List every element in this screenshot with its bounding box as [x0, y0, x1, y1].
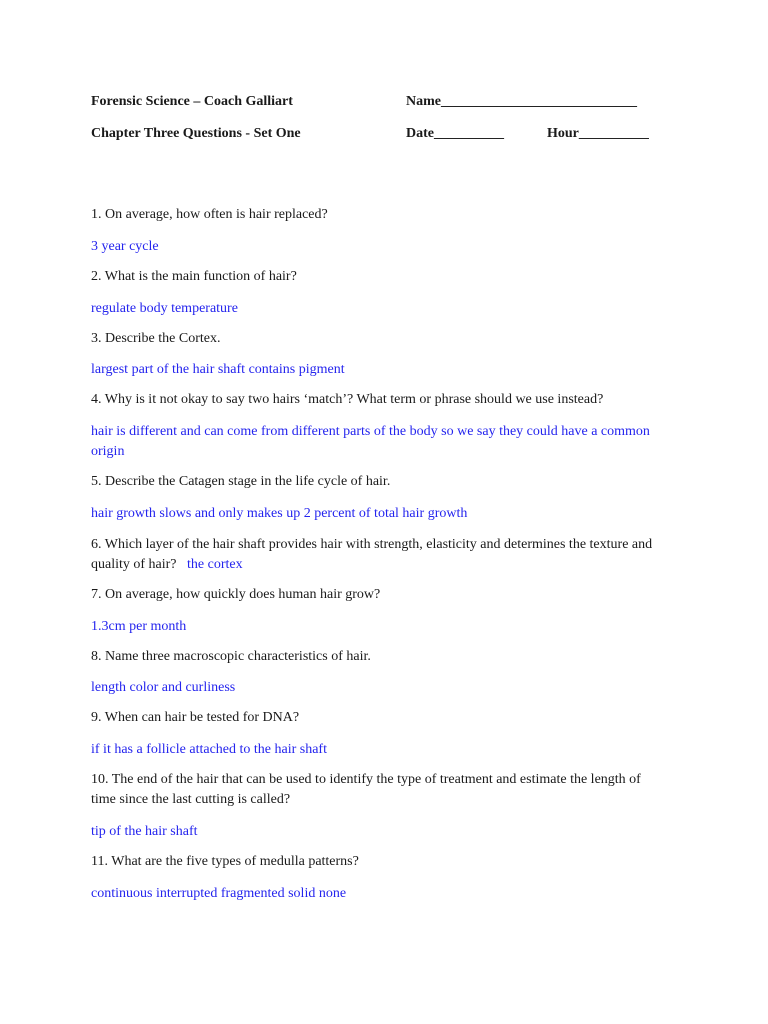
question-7: 7. On average, how quickly does human hair grow? — [91, 587, 381, 602]
question-6-text: 6. Which layer of the hair shaft provides hair with strength, elasticity and determines the texture and quality of hair? — [91, 537, 653, 572]
question-3: 3. Describe the Cortex. — [91, 331, 221, 346]
chapter-title: Chapter Three Questions - Set One — [91, 126, 301, 141]
date-field: Date__________ — [406, 126, 504, 141]
answer-1: 3 year cycle — [91, 239, 159, 254]
question-5: 5. Describe the Catagen stage in the life cycle of hair. — [91, 474, 391, 489]
question-8: 8. Name three macroscopic characteristics of hair. — [91, 649, 371, 664]
answer-8: length color and curliness — [91, 680, 236, 695]
answer-5: hair growth slows and only makes up 2 percent of total hair growth — [91, 506, 468, 521]
name-field: Name____________________________ — [406, 94, 637, 109]
question-6 — [91, 535, 656, 575]
answer-7: 1.3cm per month — [91, 619, 187, 634]
answer-10: tip of the hair shaft — [91, 824, 198, 839]
question-1: 1. On average, how often is hair replaced? — [91, 207, 328, 222]
answer-3: largest part of the hair shaft contains pigment — [91, 362, 345, 377]
question-11: 11. What are the five types of medulla patterns? — [91, 854, 359, 869]
question-10: 10. The end of the hair that can be used to identify the type of treatment and estimate the length of time since the last cutting is called? — [91, 772, 641, 807]
answer-9: if it has a follicle attached to the hair shaft — [91, 742, 327, 757]
question-2: 2. What is the main function of hair? — [91, 269, 297, 284]
answer-4: hair is different and can come from different parts of the body so we say they could have a common origin — [91, 424, 650, 459]
hour-field: Hour__________ — [547, 126, 649, 141]
answer-6: the cortex — [187, 557, 243, 572]
answer-2: regulate body temperature — [91, 301, 238, 316]
question-9: 9. When can hair be tested for DNA? — [91, 710, 300, 725]
answer-11: continuous interrupted fragmented solid none — [91, 886, 347, 901]
course-title: Forensic Science – Coach Galliart — [91, 94, 293, 109]
question-4: 4. Why is it not okay to say two hairs ‘match’? What term or phrase should we use instead? — [91, 392, 604, 407]
